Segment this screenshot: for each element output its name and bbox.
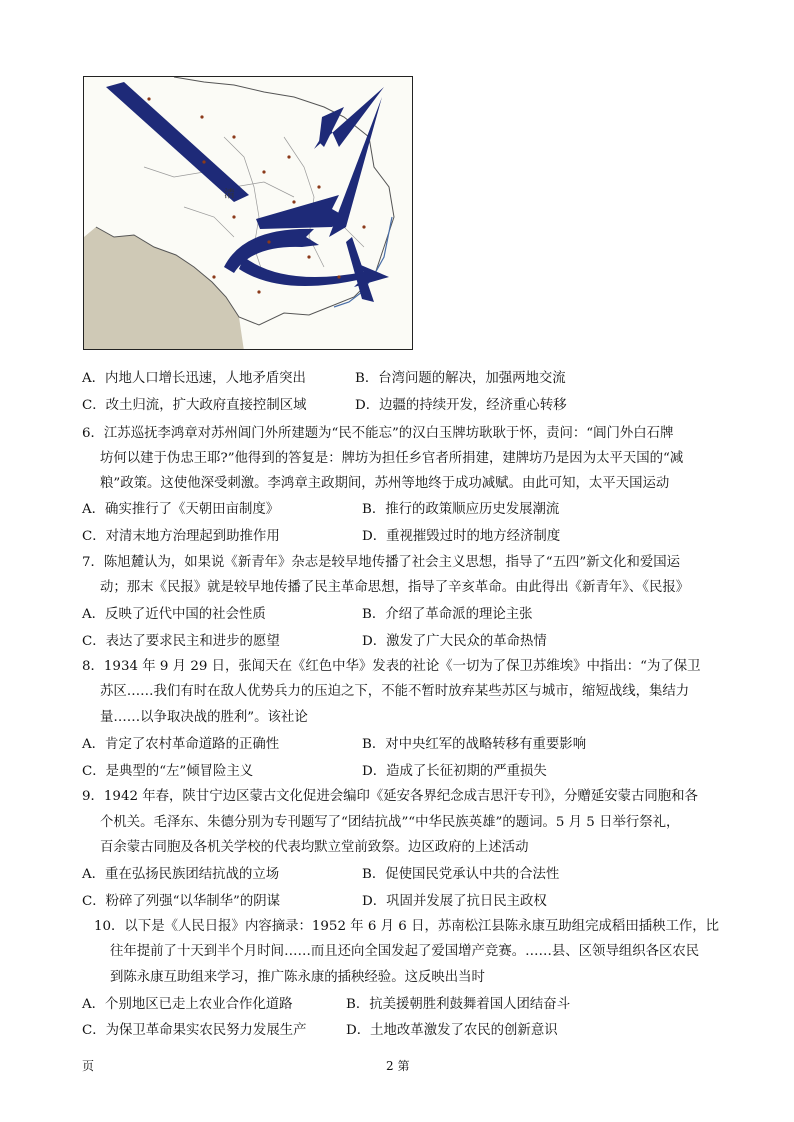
q5-row-1	[82, 369, 306, 389]
footer-page-left: 页	[82, 1059, 95, 1073]
q10-stem-line-1: 10．以下是《人民日报》内容摘录：1952 年 6 月 6 日，苏南松江县陈永康互助组完成稻田插秧工作，比	[94, 919, 720, 934]
q7-option-b[interactable]: B．介绍了革命派的理论主张	[362, 607, 533, 622]
q5-option-c[interactable]: C．改土归流，扩大政府直接控制区域	[82, 398, 307, 413]
q7-stem-line-1: 7．陈旭麓认为，如果说《新青年》杂志是较早地传播了社会主义思想，指导了“五四”新文化和爱国运	[82, 555, 681, 570]
map-neighbor-region	[84, 227, 244, 350]
migration-arrow-central	[256, 195, 346, 229]
q6-option-b[interactable]: B．推行的政策顺应历史发展潮流	[362, 502, 560, 517]
q10-stem-line-3: 到陈永康互助组来学习，推广陈永康的插秧经验。这反映出当时	[110, 970, 485, 985]
q10-option-b[interactable]: B．抗美援朝胜利鼓舞着国人团结奋斗	[346, 997, 571, 1012]
q7-option-a[interactable]: A．反映了近代中国的社会性质	[82, 607, 266, 622]
q7-option-d[interactable]: D．激发了广大民众的革命热情	[362, 634, 547, 649]
q10-option-a[interactable]: A．个别地区已走上农业合作化道路	[82, 997, 293, 1012]
q8-stem-line-1: 8．1934 年 9 月 29 日，张闻天在《红色中华》发表的社论《一切为了保卫苏维埃》中指出：“为了保卫	[82, 659, 701, 674]
q8-option-c[interactable]: C．是典型的“左”倾冒险主义	[82, 764, 254, 779]
q6-stem-line-1: 6．江苏巡抚李鸿章对苏州阊门外所建题为“民不能忘”的汉白玉牌坊耿耿于怀，责问：“阊门外白石牌	[82, 426, 674, 441]
footer-page-number: 2 第	[386, 1059, 410, 1073]
q9-stem-line-2: 个机关。毛泽东、朱德分别为专刊题写了“团结抗战”“中华民族英雄”的题词。5 月 5 日举行祭礼，	[100, 815, 680, 830]
q9-option-a[interactable]: A．重在弘扬民族团结抗战的立场	[82, 867, 280, 882]
q9-option-c[interactable]: C．粉碎了列强“以华制华”的阴谋	[82, 894, 281, 909]
migration-arrow-southwest	[224, 229, 319, 273]
q10-option-d[interactable]: D．土地改革激发了农民的创新意识	[346, 1023, 558, 1038]
q6-option-c[interactable]: C．对清末地方治理起到助推作用	[82, 529, 280, 544]
q5-option-a[interactable]: A．内地人口增长迅速，人地矛盾突出	[82, 371, 306, 386]
map-label-qing: 清	[224, 187, 235, 200]
q5-option-b[interactable]: B．台湾问题的解决，加强两地交流	[355, 371, 566, 386]
q8-option-a[interactable]: A．肯定了农村革命道路的正确性	[82, 737, 280, 752]
q6-stem-line-3: 粮”政策。这使他深受刺激。李鸿章主政期间，苏州等地终于成功减赋。由此可知，太平天国运动	[100, 476, 670, 491]
q8-stem-line-2: 苏区……我们有时在敌人优势兵力的压迫之下，不能不暂时放弃某些苏区与城市，缩短战线，集结力	[100, 684, 690, 699]
q9-option-d[interactable]: D．巩固并发展了抗日民主政权	[362, 894, 547, 909]
q8-option-b[interactable]: B．对中央红军的战略转移有重要影响	[362, 737, 587, 752]
q10-option-c[interactable]: C．为保卫革命果实农民努力发展生产	[82, 1023, 307, 1038]
q8-stem-line-3: 量……以争取决战的胜利”。该社论	[100, 710, 308, 725]
q8-option-d[interactable]: D．造成了长征初期的严重损失	[362, 764, 547, 779]
q6-option-a[interactable]: A．确实推行了《天朝田亩制度》	[82, 502, 280, 517]
q9-option-b[interactable]: B．促使国民党承认中共的合法性	[362, 867, 560, 882]
q10-stem-line-2: 往年提前了十天到半个月时间……而且还向全国发起了爱国增产竞赛。……县、区领导组织各区农民	[110, 944, 700, 959]
migration-map	[83, 76, 413, 350]
map-drawing	[84, 77, 413, 350]
q6-stem-line-2: 坊何以建于伪忠王耶?”他得到的答复是：牌坊为担任乡官者所捐建，建牌坊乃是因为太平天国的“减	[100, 451, 684, 466]
q6-option-d[interactable]: D．重视摧毁过时的地方经济制度	[362, 529, 561, 544]
q9-stem-line-1: 9．1942 年春，陕甘宁边区蒙古文化促进会编印《延安各界纪念成吉思汗专刊》，分赠延安蒙古同胞和各	[82, 789, 698, 804]
q7-option-c[interactable]: C．表达了要求民主和进步的愿望	[82, 634, 280, 649]
q7-stem-line-2: 动；那末《民报》就是较早地传播了民主革命思想，指导了辛亥革命。由此得出《新青年》、《民报》	[100, 580, 690, 595]
q9-stem-line-3: 百余蒙古同胞及各机关学校的代表均默立堂前致祭。边区政府的上述活动	[100, 840, 529, 855]
migration-arrow-northwest	[106, 82, 249, 202]
q5-option-d[interactable]: D．边疆的持续开发，经济重心转移	[355, 398, 567, 413]
